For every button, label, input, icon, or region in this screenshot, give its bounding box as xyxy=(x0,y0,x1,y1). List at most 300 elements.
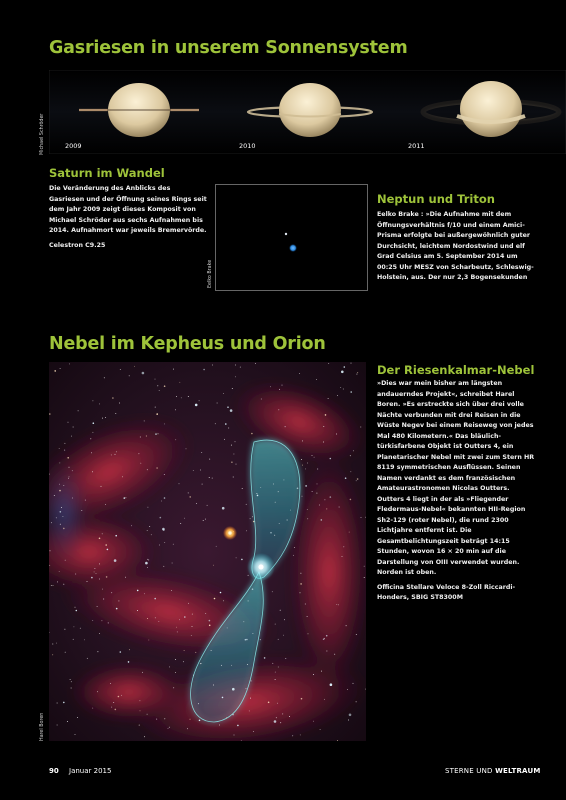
background-star xyxy=(54,370,56,372)
background-star xyxy=(326,635,328,637)
background-star xyxy=(312,455,313,456)
background-star xyxy=(227,406,229,408)
background-star xyxy=(301,698,303,700)
background-star xyxy=(220,592,222,594)
background-star xyxy=(217,403,218,404)
neptune-heading: Neptun und Triton xyxy=(377,192,495,206)
background-star xyxy=(124,497,126,499)
background-star xyxy=(191,635,192,636)
background-star xyxy=(105,504,106,505)
background-star xyxy=(339,507,340,508)
background-star xyxy=(71,436,72,437)
background-star xyxy=(279,523,280,524)
background-star xyxy=(290,510,291,511)
background-star xyxy=(57,725,58,726)
background-star xyxy=(102,533,103,534)
background-star xyxy=(75,734,76,735)
background-star xyxy=(92,432,93,433)
background-star xyxy=(209,459,210,460)
background-star xyxy=(151,534,152,535)
background-star xyxy=(97,606,98,607)
background-star xyxy=(223,393,224,394)
background-star xyxy=(118,696,120,698)
background-star xyxy=(142,672,143,673)
background-star xyxy=(260,639,261,640)
background-star xyxy=(353,683,354,684)
background-star xyxy=(200,663,201,664)
background-star xyxy=(158,621,159,622)
background-star xyxy=(179,382,180,383)
background-star xyxy=(140,463,141,464)
background-star xyxy=(71,688,72,689)
background-star xyxy=(147,507,148,508)
background-star xyxy=(59,484,60,485)
background-star xyxy=(81,510,82,511)
background-star xyxy=(112,397,114,399)
background-star xyxy=(228,428,229,429)
background-star xyxy=(222,507,225,510)
background-star xyxy=(226,717,227,718)
background-star xyxy=(92,471,93,472)
background-star xyxy=(183,661,184,662)
background-star xyxy=(115,413,116,414)
background-star xyxy=(92,708,93,709)
background-star xyxy=(90,438,91,439)
background-star xyxy=(184,650,185,651)
background-star xyxy=(97,691,98,692)
background-star xyxy=(147,559,148,560)
background-star xyxy=(246,530,247,531)
background-star xyxy=(134,366,135,367)
background-star xyxy=(80,628,81,629)
background-star xyxy=(199,720,201,722)
background-star xyxy=(283,479,284,480)
background-star xyxy=(110,683,111,684)
background-star xyxy=(105,544,107,546)
background-star xyxy=(97,651,98,652)
background-star xyxy=(234,735,235,736)
background-star xyxy=(214,598,216,600)
background-star xyxy=(199,400,200,401)
background-star xyxy=(270,386,271,387)
background-star xyxy=(106,576,108,578)
background-star xyxy=(330,683,333,686)
background-star xyxy=(252,633,253,634)
background-star xyxy=(193,675,194,676)
nebula-caption xyxy=(377,379,537,608)
neptune-planet xyxy=(289,244,297,252)
background-star xyxy=(349,714,352,717)
background-star xyxy=(85,500,86,501)
background-star xyxy=(76,610,78,612)
background-star xyxy=(241,559,243,561)
background-star xyxy=(274,720,277,723)
neptune-photo-credit: Eelko Brake xyxy=(208,259,213,288)
background-star xyxy=(75,574,76,575)
saturn-photo-credit: Michael Schröder xyxy=(40,113,45,155)
background-star xyxy=(188,396,189,397)
background-star xyxy=(137,590,139,592)
background-star xyxy=(328,363,329,364)
background-star xyxy=(350,391,352,393)
background-star xyxy=(275,679,276,680)
background-star xyxy=(156,467,158,469)
background-star xyxy=(140,437,141,438)
background-star xyxy=(51,522,52,523)
background-star xyxy=(129,649,130,650)
background-star xyxy=(292,735,293,736)
background-star xyxy=(138,453,139,454)
background-star xyxy=(316,493,317,494)
background-star xyxy=(302,465,303,466)
background-star xyxy=(230,409,233,412)
background-star xyxy=(248,575,249,576)
squid-nebula-photo xyxy=(49,362,366,741)
background-star xyxy=(282,713,283,714)
section-title-nebula: Nebel im Kepheus und Orion xyxy=(49,334,326,354)
background-star xyxy=(328,398,329,399)
background-star xyxy=(307,518,308,519)
central-star-core xyxy=(259,565,264,570)
background-star xyxy=(326,651,327,652)
background-star xyxy=(353,450,354,451)
background-star xyxy=(343,389,344,390)
background-star xyxy=(99,579,100,580)
background-star xyxy=(246,504,247,505)
background-star xyxy=(225,423,227,425)
year-label-2010: 2010 xyxy=(239,142,256,150)
background-star xyxy=(160,517,162,519)
background-star xyxy=(61,507,62,508)
background-star xyxy=(155,433,157,435)
background-star xyxy=(196,503,197,504)
background-star xyxy=(147,530,148,531)
background-star xyxy=(175,409,176,410)
background-star xyxy=(317,469,318,470)
background-star xyxy=(224,439,225,440)
background-star xyxy=(119,403,120,404)
background-star xyxy=(56,517,57,518)
background-star xyxy=(102,418,103,419)
background-star xyxy=(356,480,357,481)
background-star xyxy=(344,366,346,368)
background-star xyxy=(60,524,61,525)
background-star xyxy=(350,499,352,501)
background-star xyxy=(96,573,97,574)
background-star xyxy=(49,413,51,415)
background-star xyxy=(51,585,52,586)
background-star xyxy=(245,639,247,641)
background-star xyxy=(73,427,74,428)
background-star xyxy=(120,651,122,653)
background-star xyxy=(144,420,145,421)
background-star xyxy=(203,369,205,371)
background-star xyxy=(285,426,286,427)
background-star xyxy=(171,590,172,591)
background-star xyxy=(156,413,158,415)
background-star xyxy=(184,518,185,519)
background-star xyxy=(275,672,276,673)
background-star xyxy=(94,571,95,572)
background-star xyxy=(299,373,300,374)
background-star xyxy=(278,667,279,668)
background-star xyxy=(219,725,220,726)
background-star xyxy=(52,644,53,645)
nebula-photo-credit: Harel Boren xyxy=(40,712,45,741)
background-star xyxy=(108,622,109,623)
triton-moon xyxy=(285,233,287,235)
background-star xyxy=(250,698,251,699)
background-star xyxy=(116,451,117,452)
background-star xyxy=(188,492,189,493)
background-star xyxy=(111,707,112,708)
background-star xyxy=(155,617,156,618)
background-star xyxy=(188,603,189,604)
background-star xyxy=(212,365,213,366)
background-star xyxy=(308,633,309,634)
background-star xyxy=(192,626,193,627)
saturn-caption-text: Die Veränderung des Anblicks des Gasriesen und der Öffnung seines Rings seit dem Jahr 2009 zeigt dieses Komposit von Michael Schröder aus sechs Aufnahmen bis 2014. Aufnahmort war jeweils Bremervörde. xyxy=(49,185,207,234)
background-star xyxy=(175,672,176,673)
background-star xyxy=(144,736,145,737)
background-star xyxy=(176,396,177,397)
background-star xyxy=(73,639,74,640)
background-star xyxy=(321,519,323,521)
background-star xyxy=(105,417,106,418)
background-star xyxy=(350,471,351,472)
background-star xyxy=(346,625,347,626)
background-star xyxy=(57,581,58,582)
background-star xyxy=(297,488,299,490)
background-star xyxy=(139,725,140,726)
background-star xyxy=(337,395,338,396)
background-star xyxy=(177,631,178,632)
background-star xyxy=(307,616,308,617)
background-star xyxy=(293,555,294,556)
background-star xyxy=(175,439,176,440)
background-star xyxy=(164,542,165,543)
background-star xyxy=(201,452,202,453)
background-star xyxy=(60,511,62,513)
background-star xyxy=(203,520,204,521)
nebula-image xyxy=(49,362,366,741)
background-star xyxy=(321,671,322,672)
background-star xyxy=(129,375,130,376)
background-star xyxy=(179,483,180,484)
background-star xyxy=(360,427,361,428)
background-star xyxy=(235,376,236,377)
background-star xyxy=(251,433,253,435)
neptune-triton-photo xyxy=(216,185,367,290)
background-star xyxy=(93,422,95,424)
background-star xyxy=(173,687,174,688)
background-star xyxy=(240,367,241,368)
background-star xyxy=(103,599,104,600)
background-star xyxy=(324,499,325,500)
background-star xyxy=(305,468,306,469)
background-star xyxy=(221,665,222,666)
background-star xyxy=(155,379,156,380)
background-star xyxy=(53,585,54,586)
year-label-2009: 2009 xyxy=(65,142,82,150)
background-star xyxy=(345,477,347,479)
background-star xyxy=(72,498,73,499)
background-star xyxy=(279,389,280,390)
background-star xyxy=(236,557,237,558)
background-star xyxy=(68,478,69,479)
background-star xyxy=(69,363,70,364)
background-star xyxy=(213,565,214,566)
background-star xyxy=(198,703,199,704)
background-star xyxy=(181,397,182,398)
background-star xyxy=(148,640,149,641)
background-star xyxy=(356,374,357,375)
background-star xyxy=(116,608,118,610)
background-star xyxy=(302,496,303,497)
saturn-equipment: Celestron C9.25 xyxy=(49,241,106,249)
background-star xyxy=(164,385,166,387)
background-star xyxy=(75,607,76,608)
background-star xyxy=(69,467,70,468)
background-star xyxy=(348,720,349,721)
background-star xyxy=(252,516,253,517)
background-star xyxy=(59,448,60,449)
background-star xyxy=(307,509,308,510)
background-star xyxy=(294,547,295,548)
background-star xyxy=(121,695,122,696)
background-star xyxy=(216,546,217,547)
background-star xyxy=(257,495,259,497)
background-star xyxy=(59,571,60,572)
background-star xyxy=(253,731,254,732)
background-star xyxy=(155,407,156,408)
background-star xyxy=(351,363,352,364)
background-star xyxy=(336,434,337,435)
background-star xyxy=(207,505,208,506)
background-star xyxy=(347,689,348,690)
saturn-image-strip xyxy=(49,70,566,154)
background-star xyxy=(164,423,165,424)
background-star xyxy=(273,484,274,485)
background-star xyxy=(356,634,357,635)
background-star xyxy=(270,532,272,534)
background-star xyxy=(231,445,232,446)
background-star xyxy=(114,559,117,562)
background-star xyxy=(320,729,321,730)
background-star xyxy=(59,490,61,492)
background-star xyxy=(236,464,237,465)
background-star xyxy=(246,688,247,689)
issue-date: Januar 2015 xyxy=(69,767,112,775)
background-star xyxy=(195,652,196,653)
background-star xyxy=(246,639,248,641)
background-star xyxy=(235,441,236,442)
background-star xyxy=(161,501,162,502)
magazine-name-part1: STERNE UND xyxy=(445,767,493,775)
background-star xyxy=(314,457,315,458)
background-star xyxy=(334,654,335,655)
background-star xyxy=(59,462,60,463)
background-star xyxy=(60,368,61,369)
background-star xyxy=(125,497,126,498)
background-star xyxy=(164,474,165,475)
background-star xyxy=(357,478,359,480)
background-star xyxy=(305,485,307,487)
saturn-caption xyxy=(49,184,207,255)
background-star xyxy=(282,385,283,386)
background-star xyxy=(316,379,317,380)
background-star xyxy=(285,658,286,659)
background-star xyxy=(101,620,102,621)
background-star xyxy=(260,487,261,488)
background-star xyxy=(159,545,160,546)
background-star xyxy=(157,385,158,386)
background-star xyxy=(163,566,164,567)
background-star xyxy=(64,450,65,451)
background-star xyxy=(92,620,93,621)
background-star xyxy=(278,639,279,640)
background-star xyxy=(232,714,234,716)
background-star xyxy=(64,443,65,444)
background-star xyxy=(313,721,314,722)
nebula-caption-text: »Dies war mein bisher am längsten andauerndes Projekt«, schreibet Harel Boren. »Es erstreckte sich über drei volle Nächte verbunden mit drei Reisen in die Wüste Negev bei einem Reiseweg von jedes Mal 480 Kilometern.« Das bläulich-türkisfarbene Objekt ist Outters 4, ein Planetarischer Nebel mit zwei zum Stern HR 8119 symmetrischen Ausflüssen. Seinen Namen verdankt es dem französischen Amateurastronomen Nicolas Outters. Outters 4 liegt in der als »Fliegender Fledermaus-Nebel« bekannten HII-Region Sh2-129 (roter Nebel), die rund 2300 Lichtjahre entfernt ist. Die Gesamtbelichtungszeit beträgt 14:15 Stunden, wovon 16 × 20 min auf die Darstellung von OIII verwendet wurden. Norden ist oben. xyxy=(377,380,535,576)
background-star xyxy=(50,550,51,551)
background-star xyxy=(231,665,232,666)
background-star xyxy=(63,702,65,704)
background-star xyxy=(301,459,302,460)
background-star xyxy=(307,463,308,464)
background-star xyxy=(179,619,180,620)
background-star xyxy=(72,470,73,471)
background-star xyxy=(173,369,174,370)
background-star xyxy=(364,566,365,567)
background-star xyxy=(91,577,93,579)
background-star xyxy=(364,577,365,578)
background-star xyxy=(319,505,320,506)
background-star xyxy=(147,469,148,470)
background-star xyxy=(249,710,250,711)
background-star xyxy=(63,485,64,486)
background-star xyxy=(278,491,279,492)
background-star xyxy=(205,613,206,614)
background-star xyxy=(128,661,130,663)
background-star xyxy=(247,664,248,665)
orange-star-core xyxy=(228,531,231,534)
saturn-composite-image xyxy=(49,70,566,154)
background-star xyxy=(209,620,211,622)
background-star xyxy=(107,549,109,551)
background-star xyxy=(253,521,255,523)
background-star xyxy=(99,403,100,404)
background-star xyxy=(235,365,236,366)
background-star xyxy=(233,477,234,478)
background-star xyxy=(205,519,206,520)
background-star xyxy=(251,680,252,681)
background-star xyxy=(280,722,281,723)
background-star xyxy=(87,581,88,582)
background-star xyxy=(49,565,50,566)
background-star xyxy=(56,643,57,644)
background-star xyxy=(289,716,290,717)
background-star xyxy=(211,650,212,651)
background-star xyxy=(336,604,337,605)
background-star xyxy=(104,377,105,378)
background-star xyxy=(137,610,138,611)
background-star xyxy=(340,387,341,388)
background-star xyxy=(312,491,313,492)
background-star xyxy=(237,725,239,727)
background-star xyxy=(256,493,257,494)
